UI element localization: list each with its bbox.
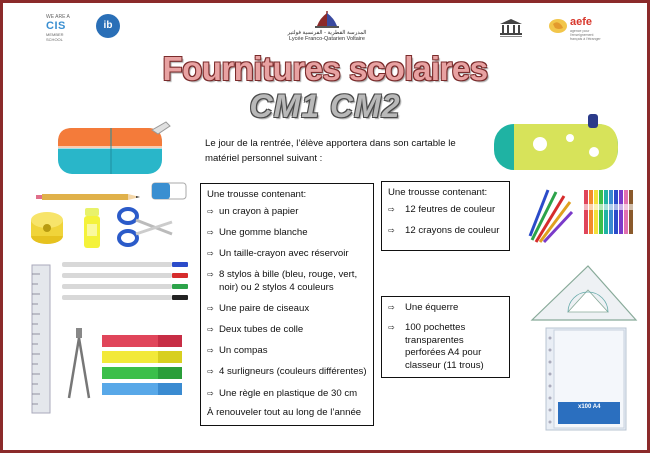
arrow-icon: ⇨ [207, 249, 214, 259]
box-footer-note: À renouveler tout au long de l’année [207, 406, 362, 418]
aefe-logo [548, 14, 600, 40]
ruler-icon [30, 264, 52, 414]
ballpoint-pens-icon [58, 259, 194, 305]
aefe-map-icon [548, 16, 568, 36]
arrow-icon: ⇨ [388, 226, 395, 236]
school-logo [272, 8, 382, 46]
list-item: ⇨ 8 stylos à bille (bleu, rouge, vert, noir) ou 2 stylos 4 couleurs [207, 269, 358, 294]
aefe-name: aefe [570, 16, 593, 28]
supply-list [207, 206, 367, 400]
arrow-icon: ⇨ [388, 303, 395, 312]
arrow-icon: ⇨ [388, 322, 395, 332]
scissors-icon [114, 204, 176, 250]
list-item: ⇨ Deux tubes de colle [207, 324, 304, 336]
eraser-icon [150, 180, 188, 202]
list-item: ⇨ Une règle en plastique de 30 cm [207, 387, 358, 399]
intro-text: Le jour de la rentrée, l’élève apportera dans son cartable le matériel personnel suivant : [205, 138, 456, 164]
arrow-icon: ⇨ [207, 304, 214, 314]
pencil-icon [36, 192, 144, 202]
pencil-case-orange-icon [54, 118, 172, 178]
compass-icon [66, 326, 92, 402]
arrow-icon: ⇨ [207, 325, 214, 335]
arrow-icon: ⇨ [207, 346, 214, 356]
class-level-title: CM1 CM2 [249, 88, 401, 124]
arrow-icon: ⇨ [207, 388, 214, 398]
list-item: ⇨ Une gomme blanche [207, 227, 308, 239]
aefe-subtitle: agence pour l'enseignement français à l'étranger [570, 29, 601, 41]
list-item: ⇨ 4 surligneurs (couleurs différentes) [207, 366, 367, 378]
ib-logo: ib [96, 14, 120, 38]
arrow-icon: ⇨ [388, 205, 395, 214]
cis-name: CIS [46, 20, 66, 32]
other-supplies-box [381, 296, 510, 378]
school-name-arabic: المدرسة القطرية - الفرنسية فولتير [287, 30, 367, 36]
highlighters-icon [98, 332, 188, 400]
arrow-icon: ⇨ [207, 228, 214, 238]
list-item: ⇨ Un taille-crayon avec réservoir [207, 248, 349, 260]
arrow-icon: ⇨ [207, 367, 214, 377]
list-item: ⇨ Une équerre [388, 302, 459, 313]
cis-logo [46, 14, 76, 40]
pencil-case-yellow-icon [490, 112, 624, 174]
supply-list [388, 302, 503, 373]
box-heading: Une trousse contenant: [388, 187, 488, 198]
list-item: ⇨ 12 feutres de couleur [388, 204, 496, 215]
plastic-sleeves-image [544, 326, 628, 432]
list-item: ⇨ Un compas [207, 345, 268, 357]
felt-pens-icon [582, 186, 638, 238]
list-item: ⇨ 100 pochettes transparentes perforées A4 pour classeur (11 trous) [388, 321, 484, 372]
list-item: ⇨ 12 crayons de couleur [388, 225, 500, 237]
sharpener-icon [28, 206, 66, 246]
unesco-logo-icon [496, 16, 526, 40]
arrow-icon: ⇨ [207, 207, 214, 216]
sleeves-pack-label: x100 A4 [578, 404, 601, 410]
cis-member-text: MEMBER SCHOOL [46, 32, 64, 42]
box-heading: Une trousse contenant: [207, 189, 307, 200]
list-item: ⇨ un crayon à papier [207, 206, 299, 217]
second-pencil-case-box [381, 181, 510, 251]
set-square-icon [528, 262, 640, 324]
page-title: Fournitures scolaires [162, 50, 488, 87]
school-name-french: Lycée Franco-Qatarien Voltaire [289, 36, 365, 42]
plastic-sleeves-icon [544, 326, 628, 432]
cis-small-text: WE ARE A [46, 14, 70, 20]
list-item: ⇨ Une paire de ciseaux [207, 303, 310, 315]
pencil-case-contents-box [200, 183, 374, 426]
glue-stick-icon [82, 206, 102, 250]
arrow-icon: ⇨ [207, 270, 214, 280]
supply-list [388, 204, 503, 238]
colored-pencils-icon [526, 186, 576, 244]
school-emblem-icon [312, 10, 342, 30]
